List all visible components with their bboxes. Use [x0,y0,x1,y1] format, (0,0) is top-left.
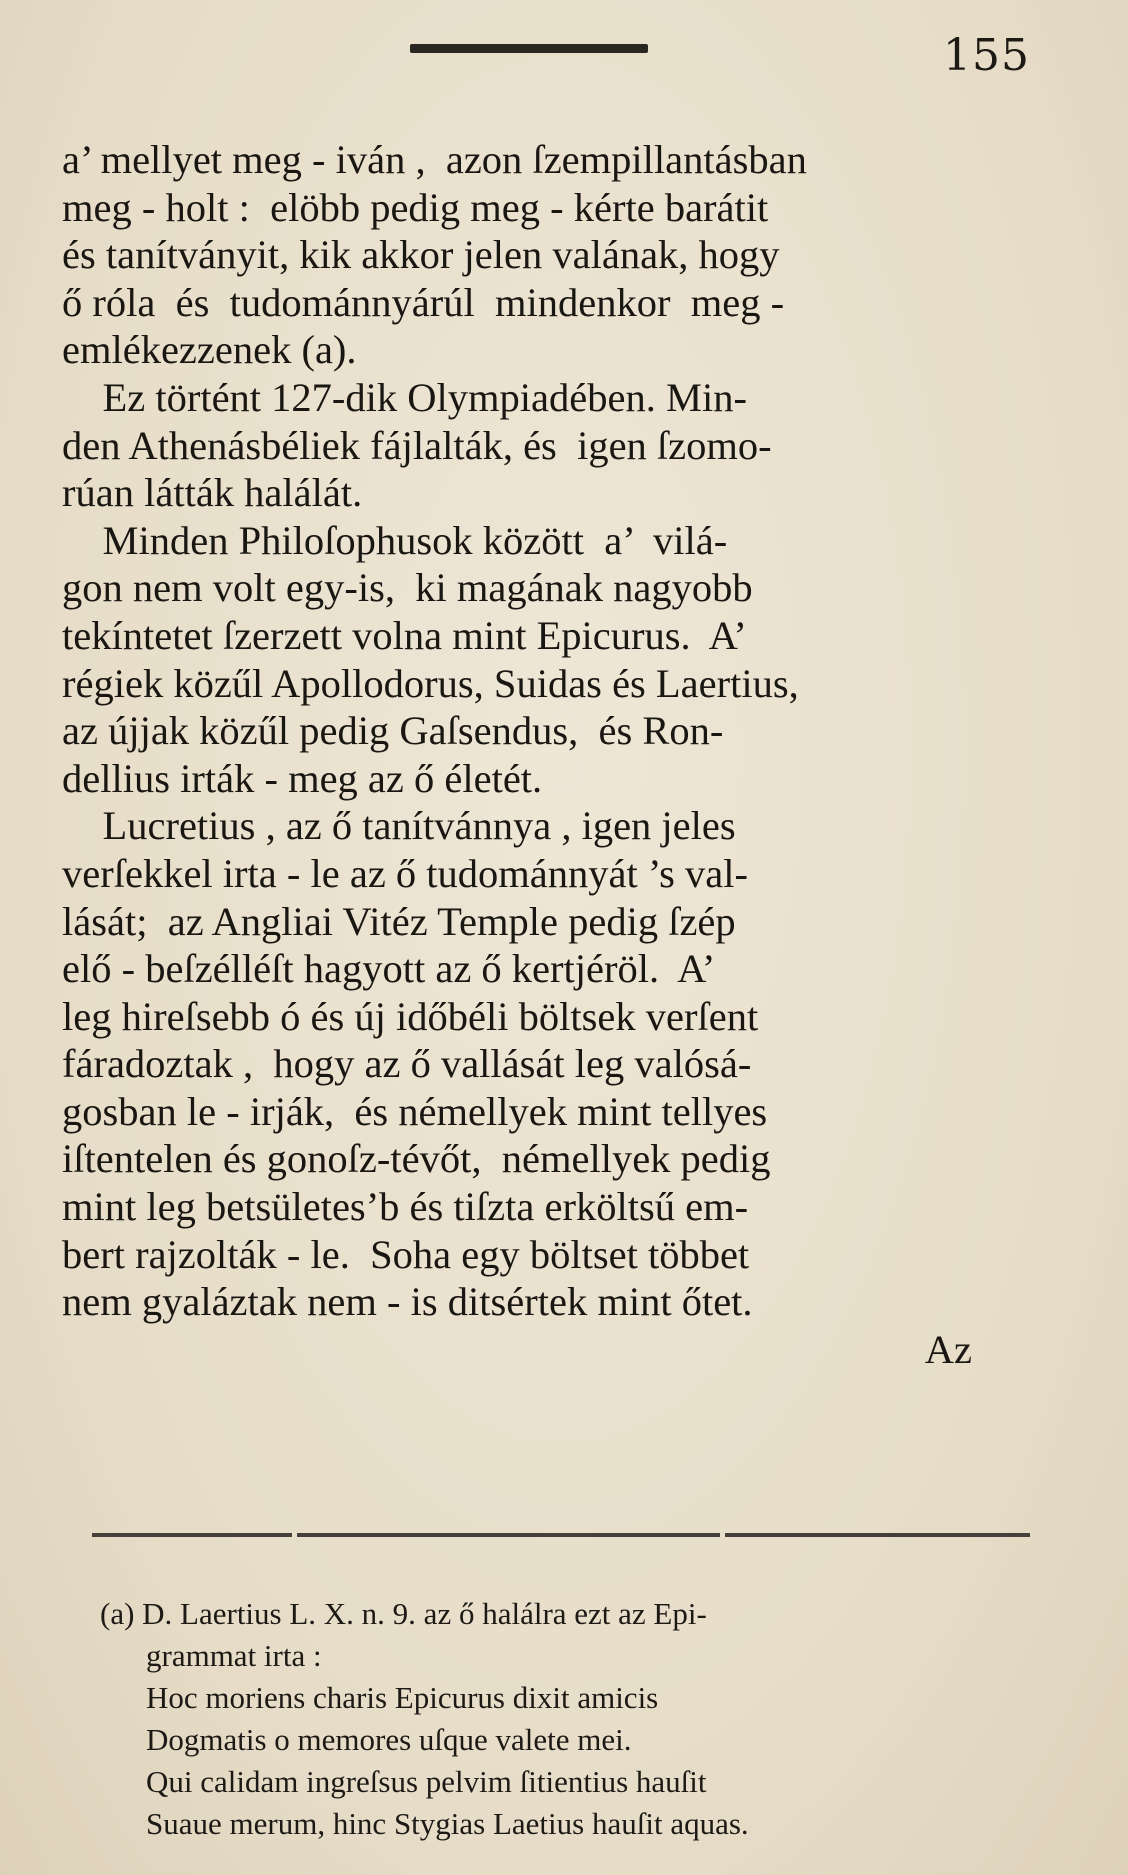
text-line: meg - holt : elöbb pedig meg - kérte barátit [62,184,769,230]
page-number: 155 [943,30,1030,81]
header-rule [410,44,648,53]
text-line: fáradoztak , hogy az ő vallását leg valósá- [62,1041,752,1087]
text-line: gosban le - irják, és némellyek mint tellyes [62,1088,768,1134]
text-line: Minden Philoſophusok között a’ vilá- [62,517,728,563]
text-line: elő - beſzélléſt hagyott az ő kertjéröl. A’ [62,946,716,992]
text-line: verſekkel irta - le az ő tudománnyát ’s val- [62,850,748,896]
text-line: a’ mellyet meg - iván , azon ſzempillantásban [62,137,807,182]
footnote-line: Qui calidam ingreſsus pelvim ſitientius hauſit [146,1764,707,1799]
text-line: az újjak közűl pedig Gaſsendus, és Ron- [62,708,724,754]
text-line: és tanítványit, kik akkor jelen valának, hogy [62,232,780,278]
text-line: Ez történt 127-dik Olympiadében. Min- [62,374,747,420]
main-text [62,136,1030,1373]
footnote-line: (a) D. Laertius L. X. n. 9. az ő halálra ezt az Epi- [100,1596,707,1631]
text-line: leg hireſsebb ó és új időbéli böltsek verſent [62,993,759,1039]
text-line: rúan látták halálát. [62,470,363,516]
text-line: Lucretius , az ő tanítvánnya , igen jeles [62,803,736,849]
footnote-line: Dogmatis o memores uſque valete mei. [146,1722,632,1757]
catchword: Az [924,1326,972,1372]
text-line: gon nem volt egy-is, ki magának nagyobb [62,565,753,611]
text-line: mint leg betsületes’b és tiſzta erköltsű em- [62,1184,749,1230]
text-line: dellius irták - meg az ő életét. [62,755,543,801]
text-line: den Athenásbéliek fájlalták, és igen ſzomo- [62,422,772,468]
footnote-rule [92,1533,1030,1537]
text-line: nem gyaláztak nem - is ditsértek mint őtet. [62,1279,753,1325]
footnote-line: Suaue merum, hinc Stygias Laetius hauſit aquas. [146,1806,749,1841]
text-line: ő róla és tudománnyárúl mindenkor meg - [62,279,785,325]
text-line: iſtentelen és gonoſz-tévőt, némellyek pedig [62,1136,771,1182]
text-line: emlékezzenek (a). [62,327,357,373]
footnote-line: Hoc moriens charis Epicurus dixit amicis [146,1680,659,1715]
text-line: régiek közűl Apollodorus, Suidas és Laertius, [62,660,799,706]
text-line: bert rajzolták - le. Soha egy böltset többet [62,1231,750,1277]
footnote [100,1593,1030,1845]
footnote-line: grammat irta : [146,1638,322,1673]
text-line: tekíntetet ſzerzett volna mint Epicurus. A’ [62,612,747,658]
text-line: lását; az Angliai Vitéz Temple pedig ſzép [62,898,736,944]
